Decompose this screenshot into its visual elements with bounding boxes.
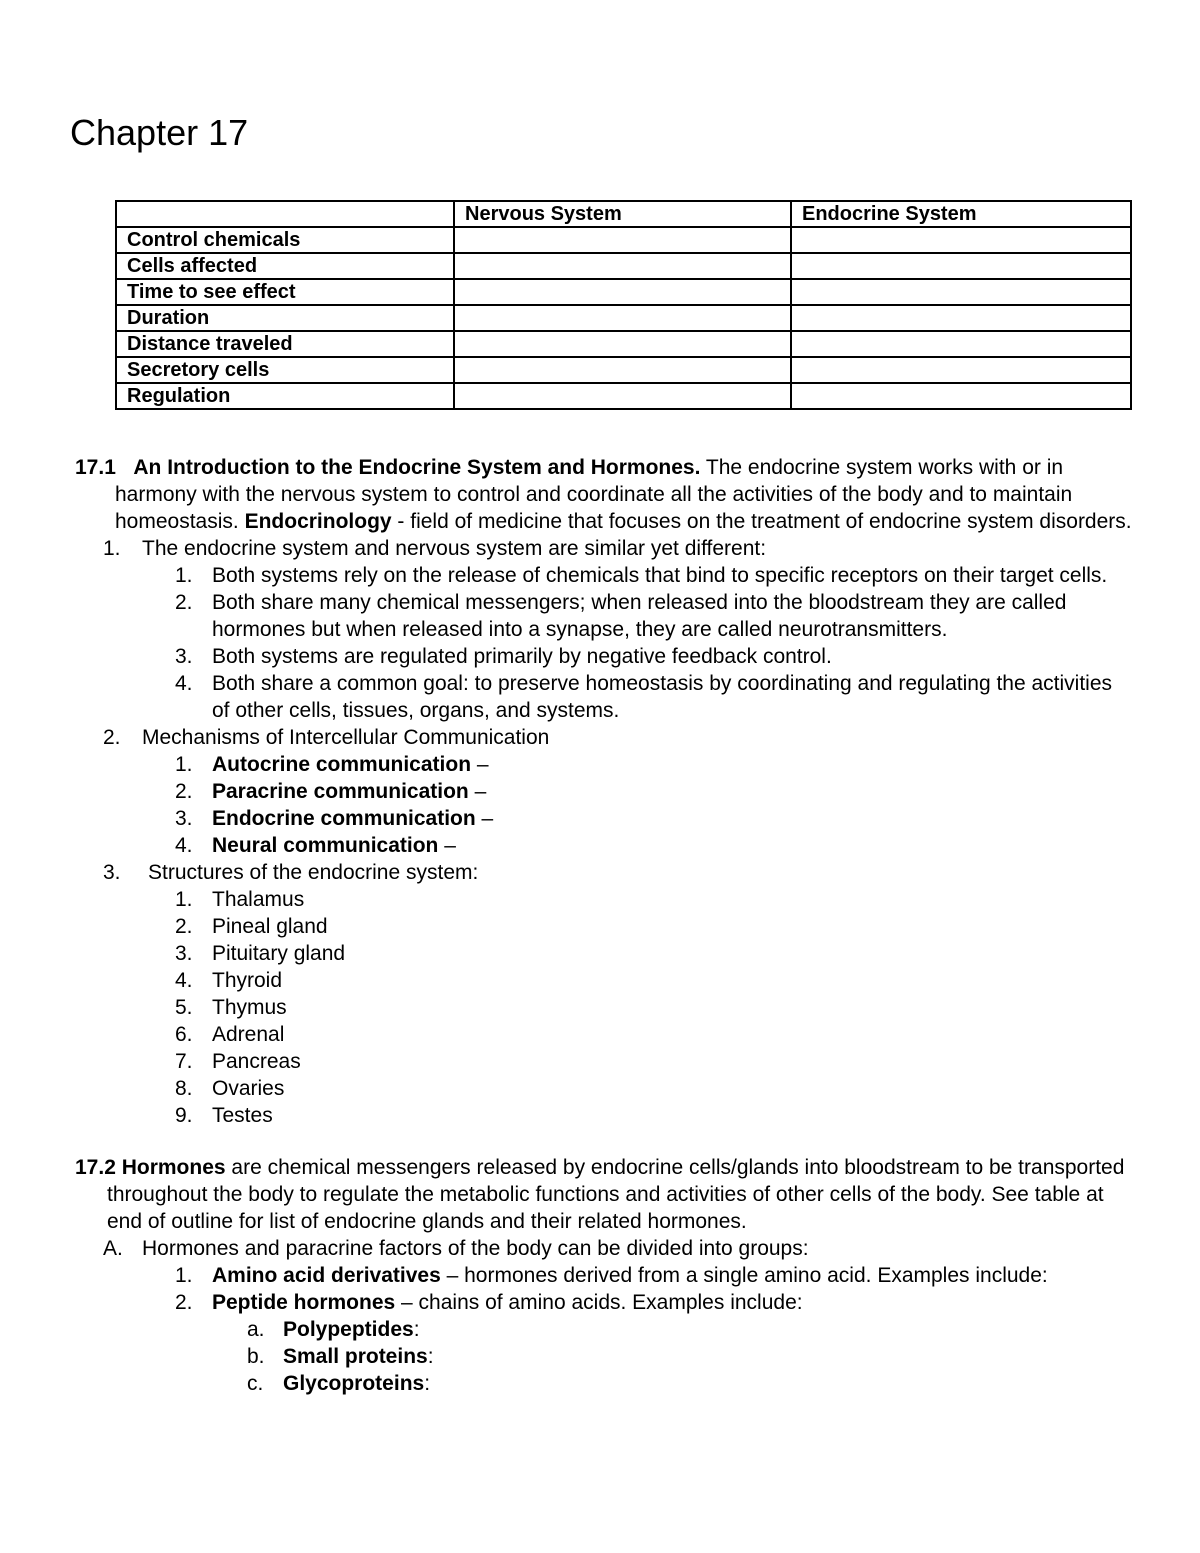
list-number: 2. (175, 591, 193, 614)
nervous-cell (454, 357, 791, 383)
endocrine-cell (791, 279, 1131, 305)
list-dash: – (468, 780, 487, 803)
list-text: : (413, 1318, 420, 1341)
list-number: 4. (175, 672, 193, 695)
list-item (75, 994, 1135, 1021)
list-text: The endocrine system and nervous system are similar yet different: (142, 537, 767, 560)
list-number: 1. (175, 753, 193, 776)
list-number: 3. (175, 645, 193, 668)
endocrine-cell (791, 253, 1131, 279)
list-item (75, 562, 1135, 589)
section-17-2-paragraph (75, 1154, 1135, 1235)
row-label: Control chemicals (116, 227, 454, 253)
table-row (116, 279, 1131, 305)
list-text: Both systems rely on the release of chemicals that bind to specific receptors on their target cells. (212, 564, 1108, 587)
list-term: Glycoproteins (283, 1372, 425, 1395)
nervous-cell (454, 253, 791, 279)
row-label: Secretory cells (116, 357, 454, 383)
nervous-cell (454, 331, 791, 357)
list-text: Thymus (212, 996, 287, 1019)
list-item (75, 778, 1135, 805)
list-text: Both share a common goal: to preserve homeostasis by coordinating and regulating the activities of other cells, tissues, organs, and systems. (212, 672, 1113, 722)
list-item (75, 967, 1135, 994)
comparison-table (115, 200, 1132, 410)
list-item (75, 1370, 1135, 1397)
list-term: Polypeptides (283, 1318, 414, 1341)
list-item (75, 859, 1135, 886)
list-item (75, 1343, 1135, 1370)
list-item (75, 589, 1135, 643)
list-number: 1. (175, 564, 193, 587)
list-text: Testes (212, 1104, 273, 1127)
list-text: Ovaries (212, 1077, 285, 1100)
table-row (116, 383, 1131, 409)
list-item (75, 913, 1135, 940)
list-number: 4. (175, 834, 193, 857)
list-item (75, 1289, 1135, 1316)
list-number: 8. (175, 1077, 193, 1100)
list-item (75, 940, 1135, 967)
table-header-cell: Endocrine System (791, 201, 1131, 227)
list-item (75, 643, 1135, 670)
section-heading: An Introduction to the Endocrine System and Hormones. (133, 456, 701, 479)
list-item (75, 886, 1135, 913)
list-text: Mechanisms of Intercellular Communication (142, 726, 550, 749)
list-item (75, 832, 1135, 859)
list-text: : (427, 1345, 434, 1368)
table-row (116, 253, 1131, 279)
list-term: Paracrine communication (212, 780, 469, 803)
page-title: Chapter 17 (70, 112, 249, 153)
list-item (75, 724, 1135, 751)
nervous-cell (454, 279, 791, 305)
list-number: 4. (175, 969, 193, 992)
outline-content (75, 454, 1135, 1397)
nervous-cell (454, 305, 791, 331)
list-number: 1. (103, 537, 121, 560)
list-item (75, 751, 1135, 778)
list-number: 2. (103, 726, 121, 749)
list-text: Pineal gland (212, 915, 328, 938)
term-hormones: Hormones (121, 1156, 226, 1179)
list-dash: – (471, 753, 489, 776)
list-text: Adrenal (212, 1023, 285, 1046)
table-row (116, 357, 1131, 383)
list-term: Endocrine communication (212, 807, 476, 830)
list-item (75, 1235, 1135, 1262)
row-label: Time to see effect (116, 279, 454, 305)
section-number: 17.1 (75, 456, 116, 479)
list-letter: a. (247, 1318, 265, 1341)
list-text: Pancreas (212, 1050, 301, 1073)
list-letter: b. (247, 1345, 265, 1368)
list-number: 2. (175, 780, 193, 803)
list-item (75, 805, 1135, 832)
list-letter: c. (247, 1372, 264, 1395)
list-term: Small proteins (283, 1345, 428, 1368)
table-row (116, 331, 1131, 357)
endocrine-cell (791, 227, 1131, 253)
list-text: Hormones and paracrine factors of the body can be divided into groups: (142, 1237, 809, 1260)
table-row (116, 227, 1131, 253)
list-number: 5. (175, 996, 193, 1019)
list-number: 1. (175, 888, 193, 911)
list-number: 2. (175, 1291, 193, 1314)
list-item (75, 1075, 1135, 1102)
list-number: 2. (175, 915, 193, 938)
list-text: Pituitary gland (212, 942, 346, 965)
list-dash: – (438, 834, 456, 857)
list-number: 3. (175, 807, 193, 830)
table-header-row (116, 201, 1131, 227)
list-term: Peptide hormones (212, 1291, 396, 1314)
list-text: Thyroid (212, 969, 283, 992)
list-text: Both systems are regulated primarily by negative feedback control. (212, 645, 832, 668)
list-item (75, 670, 1135, 724)
list-dash: – (475, 807, 494, 830)
section-17-1-paragraph (75, 454, 1135, 535)
list-text: Thalamus (212, 888, 305, 911)
list-item (75, 1021, 1135, 1048)
endocrine-cell (791, 331, 1131, 357)
row-label: Duration (116, 305, 454, 331)
list-item (75, 1262, 1135, 1289)
term-endocrinology: Endocrinology (244, 510, 392, 533)
row-label: Cells affected (116, 253, 454, 279)
row-label: Distance traveled (116, 331, 454, 357)
list-item (75, 1316, 1135, 1343)
nervous-cell (454, 227, 791, 253)
row-label: Regulation (116, 383, 454, 409)
list-number: 7. (175, 1050, 193, 1073)
list-text: – hormones derived from a single amino acid. Examples include: (440, 1264, 1048, 1287)
list-number: 9. (175, 1104, 193, 1127)
list-item (75, 1102, 1135, 1129)
endocrine-cell (791, 383, 1131, 409)
list-term: Neural communication (212, 834, 439, 857)
list-number: 3. (175, 942, 193, 965)
list-term: Amino acid derivatives (212, 1264, 441, 1287)
list-text: : (424, 1372, 431, 1395)
list-text: Structures of the endocrine system: (148, 861, 479, 884)
table-header-cell (116, 201, 454, 227)
nervous-cell (454, 383, 791, 409)
section-number: 17.2 (75, 1156, 116, 1179)
list-number: 1. (175, 1264, 193, 1287)
endocrine-cell (791, 305, 1131, 331)
list-item (75, 1048, 1135, 1075)
list-number: 3. (103, 861, 121, 884)
term-definition: - field of medicine that focuses on the treatment of endocrine system disorders. (397, 510, 1132, 533)
table-header-cell: Nervous System (454, 201, 791, 227)
list-number: 6. (175, 1023, 193, 1046)
list-text: – chains of amino acids. Examples include: (395, 1291, 803, 1314)
list-item (75, 535, 1135, 562)
section-spacer (75, 1129, 1135, 1154)
list-text: Both share many chemical messengers; when released into the bloodstream they are called hormones but when released into a synapse, they are called neurotransmitters. (212, 591, 1067, 641)
section-text: are chemical messengers released by endocrine cells/glands into bloodstream to be transported throughout the body to regulate the metabolic functions and activities of other cells of the body. See table at end of outline for list of endocrine glands and their related hormones. (107, 1156, 1125, 1233)
list-term: Autocrine communication (212, 753, 472, 776)
table-row (116, 305, 1131, 331)
section-intro: The endocrine system works with or in harmony with the nervous system to control and coordinate all the activities of the body and to maintain homeostasis. (115, 456, 1073, 533)
list-number: A. (103, 1237, 123, 1260)
endocrine-cell (791, 357, 1131, 383)
